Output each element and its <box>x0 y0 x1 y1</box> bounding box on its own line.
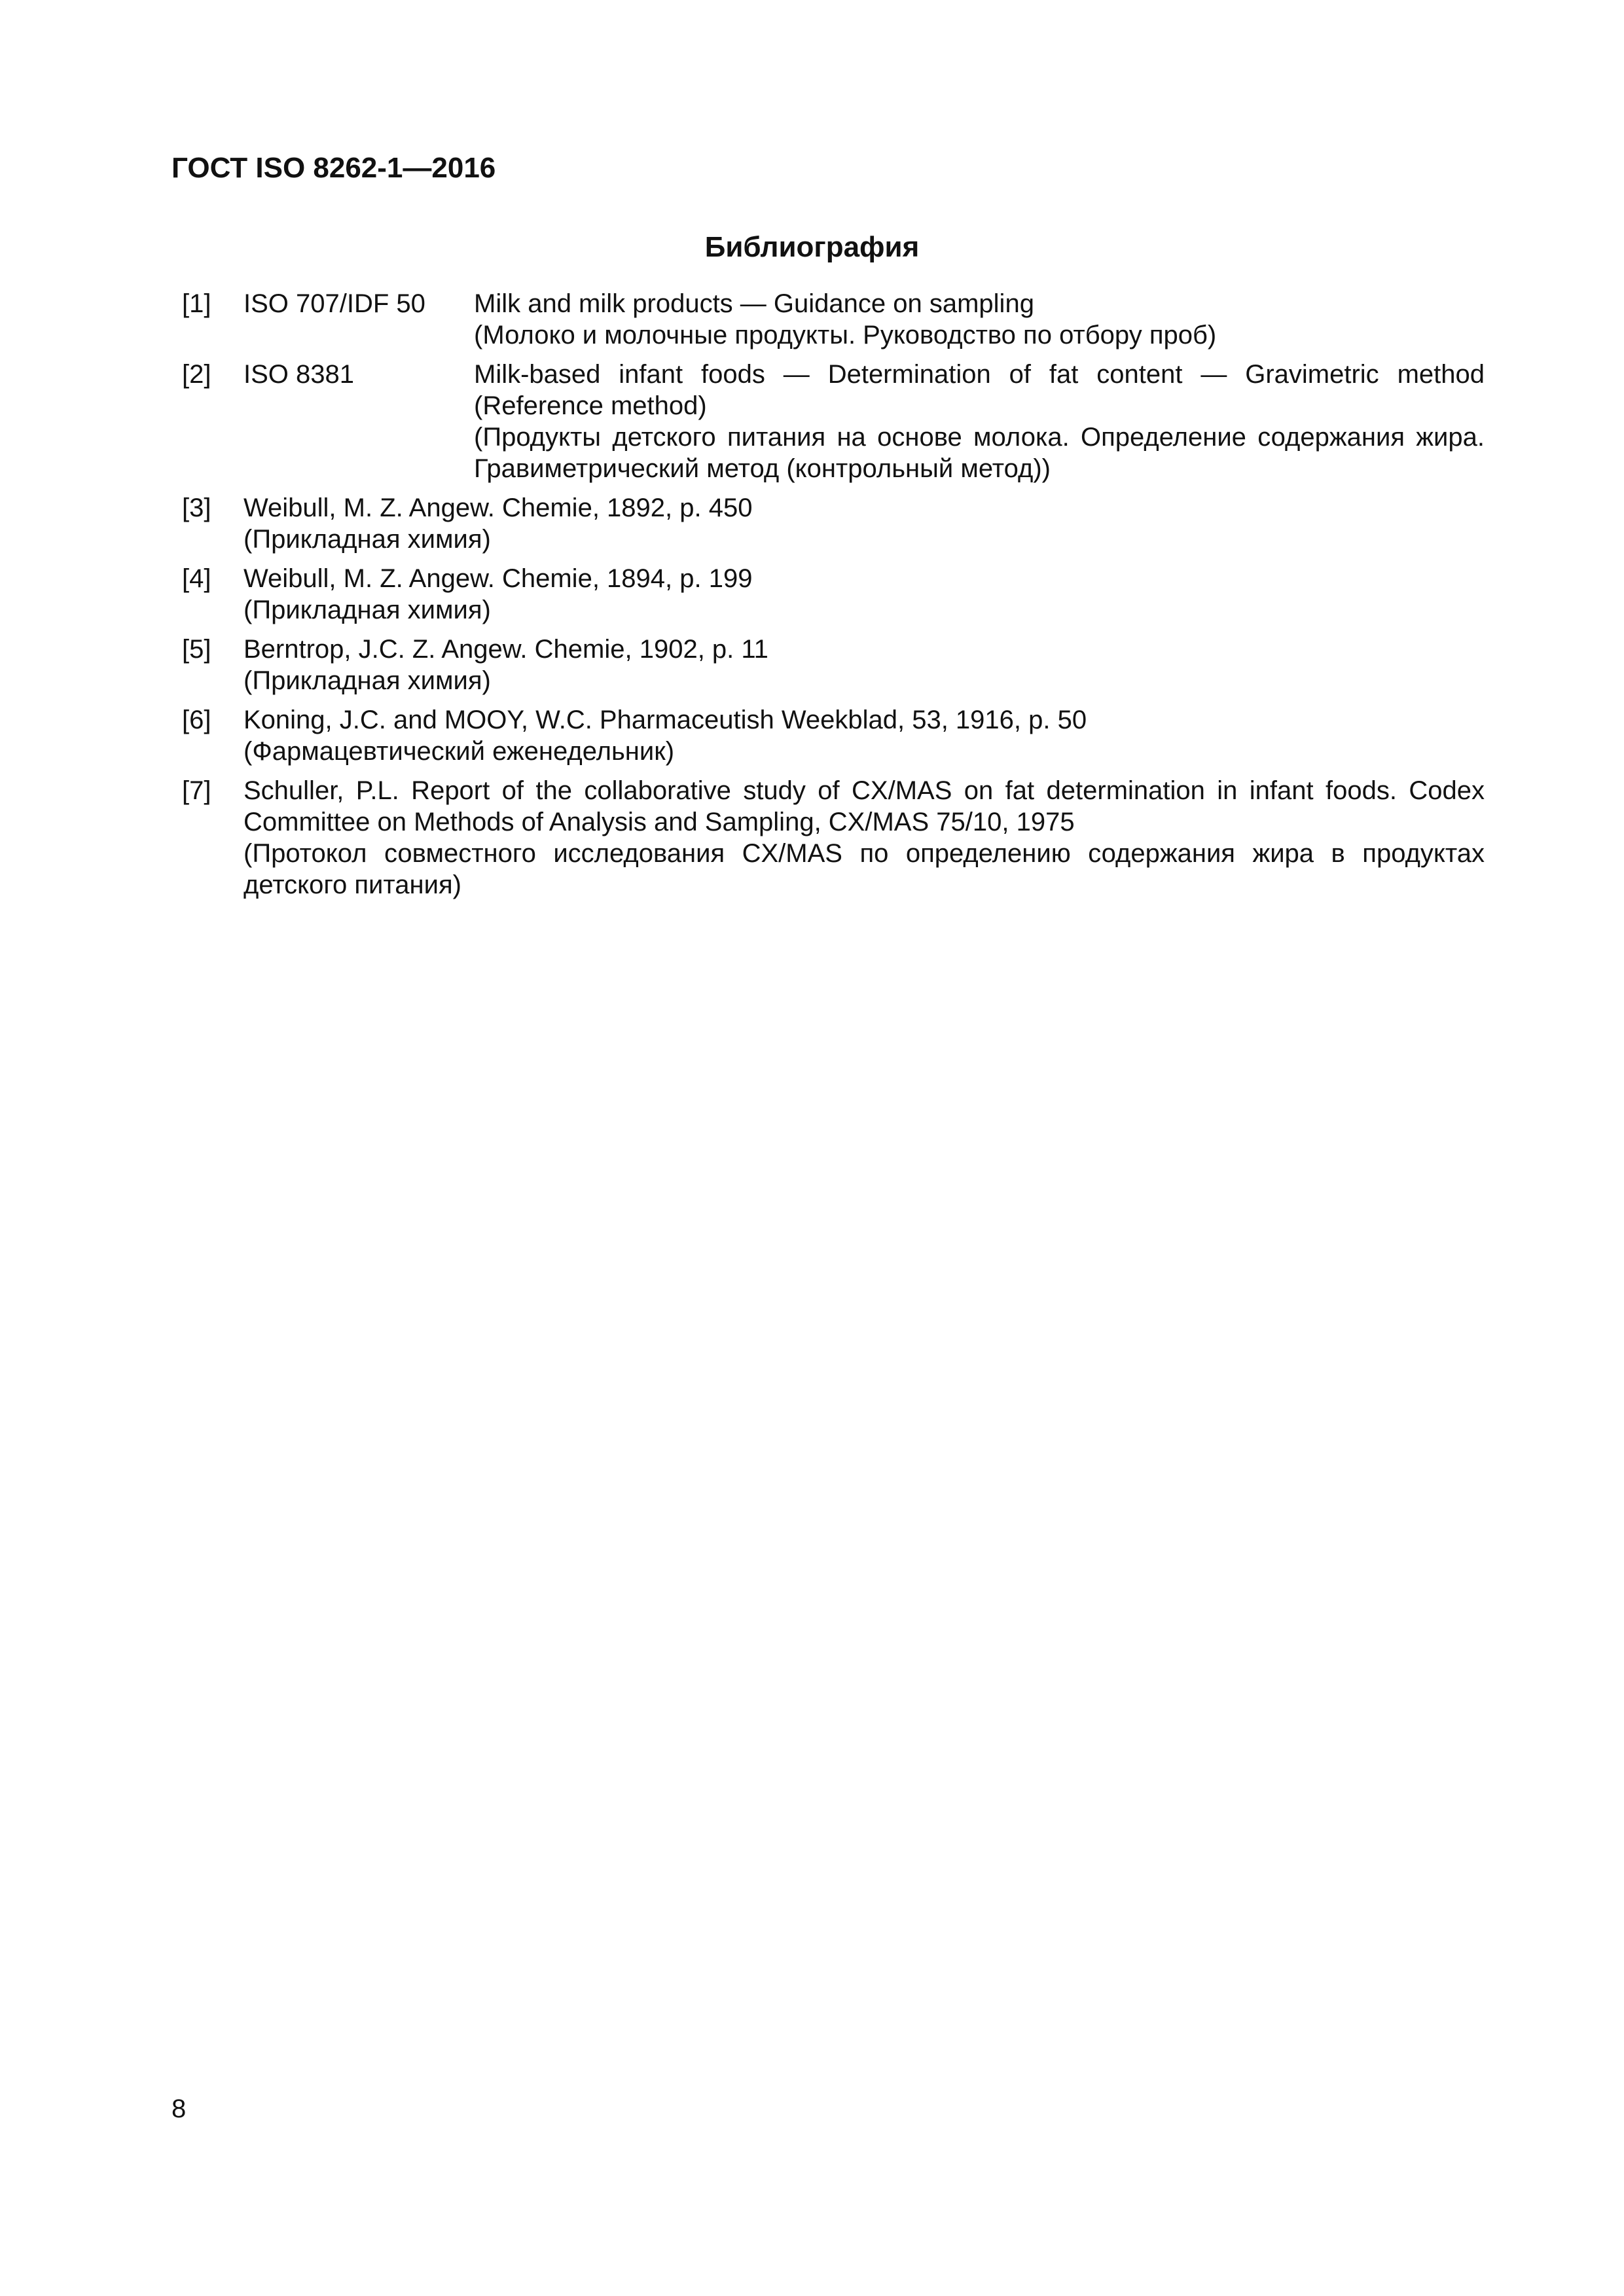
entry-description <box>244 492 1485 555</box>
entry-line: (Reference method) <box>474 391 707 420</box>
entry-line: Milk and milk products — Guidance on sampling <box>474 289 1034 318</box>
bibliography-entry-3 <box>182 492 1485 555</box>
entry-number: [5] <box>182 635 211 664</box>
entry-number: [7] <box>182 776 211 805</box>
entry-line: детского питания) <box>244 870 461 899</box>
entry-description <box>474 359 1485 484</box>
entry-line: (Прикладная химия) <box>244 525 491 554</box>
page-number: 8 <box>171 2094 187 2123</box>
bibliography-entry-5 <box>182 634 1485 696</box>
entry-line: (Фармацевтический еженедельник) <box>244 737 675 766</box>
entry-line: Berntrop, J.C. Z. Angew. Chemie, 1902, p. 11 <box>244 635 768 664</box>
entry-number: [3] <box>182 493 211 522</box>
bibliography-entry-1 <box>182 288 1485 351</box>
entry-number: [4] <box>182 564 211 593</box>
entry-number: [6] <box>182 706 211 734</box>
entry-description <box>244 704 1485 767</box>
entry-line: Committee on Methods of Analysis and Sampling, CX/MAS 75/10, 1975 <box>244 808 1075 836</box>
entry-description <box>474 288 1485 351</box>
entry-description <box>244 634 1485 696</box>
entry-line: Schuller, P.L. Report of the collaborative study of CX/MAS on fat determination in infant foods. Codex <box>244 776 1485 805</box>
entry-line: (Прикладная химия) <box>244 596 491 624</box>
entry-code: ISO 707/IDF 50 <box>244 289 425 318</box>
entry-line: Weibull, M. Z. Angew. Chemie, 1894, p. 199 <box>244 564 753 593</box>
entry-number: [1] <box>182 289 211 318</box>
bibliography-title: Библиография <box>704 231 920 263</box>
entry-line: Koning, J.C. and MOOY, W.C. Pharmaceutish Weekblad, 53, 1916, p. 50 <box>244 706 1087 734</box>
entry-description <box>244 775 1485 901</box>
entry-description <box>244 563 1485 626</box>
entry-code: ISO 8381 <box>244 360 355 389</box>
entry-line: (Продукты детского питания на основе молока. Определение содержания жира. <box>474 423 1485 452</box>
bibliography-entry-6 <box>182 704 1485 767</box>
bibliography-entry-2 <box>182 359 1485 484</box>
entry-line: Weibull, M. Z. Angew. Chemie, 1892, p. 450 <box>244 493 753 522</box>
entry-line: Milk-based infant foods — Determination of fat content — Gravimetric method <box>474 360 1485 389</box>
entry-number: [2] <box>182 360 211 389</box>
entry-line: (Прикладная химия) <box>244 666 491 695</box>
bibliography-entry-7 <box>182 775 1485 901</box>
bibliography-list <box>182 288 1485 908</box>
document-header: ГОСТ ISO 8262-1—2016 <box>171 152 496 184</box>
entry-line: Гравиметрический метод (контрольный метод)) <box>474 454 1051 483</box>
entry-line: (Молоко и молочные продукты. Руководство по отбору проб) <box>474 321 1217 350</box>
bibliography-entry-4 <box>182 563 1485 626</box>
entry-line: (Протокол совместного исследования CX/MAS по определению содержания жира в продуктах <box>244 839 1485 868</box>
